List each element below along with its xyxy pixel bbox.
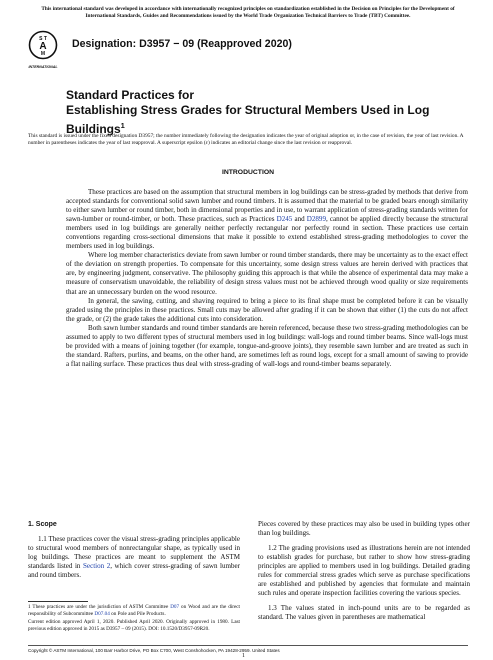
introduction-heading: INTRODUCTION: [221, 169, 275, 176]
intro-paragraph: Where log member characteristics deviate from sawn lumber or round timber standards, there may be uncertainty as to the exact effect of the deviation on strength properties. To compensate for this uncertainty, some design stress values are herein derived with practices that are, by engineering judgment, conservative. The philosophy guiding this approach is that while the absence of experimental data may make a measure of conservatism unavoidable, the reliability of design stress values must not be achieved through wood quality or size requirements that are an unnecessary burden on the wood resource.: [66, 251, 468, 296]
issuance-note: This standard is issued under the fixed designation D3957; the number immediately following the designation indicates the year of original adoption or, in the case of revision, the year of last revision. A number in parentheses indicates the year of last reapproval. A superscript epsilon (ε) indicates an editorial change since the last revision or reapproval.: [28, 133, 464, 146]
right-column: [258, 520, 470, 622]
scope-1-1-continued: Pieces covered by these practices may also be used in building types other than log buildings.: [258, 520, 470, 538]
astm-logo: [28, 30, 58, 74]
svg-text:S T: S T: [39, 36, 47, 42]
scope-1-3: 1.3 The values stated in inch-pound units are to be regarded as standard. The values given in parentheses are mathematical: [258, 604, 470, 622]
footnotes: [28, 604, 240, 634]
title-footnote-marker: 1: [120, 121, 125, 130]
svg-text:A: A: [39, 41, 47, 52]
footnote-1: 1 These practices are under the jurisdiction of ASTM Committee D07 on Wood and are the direct responsibility of Subcommittee D07.04 on Pole and Pile Products.: [28, 604, 240, 617]
footnote-edition: Current edition approved April 1, 2020. Published April 2020. Originally approved in 1980. Last previous edition approved in 2015 as D3957 – 09 (2015). DOI: 10.1520/D3957-09R20.: [28, 619, 240, 632]
title-line-2: Establishing Stress Grades for Structural Members Used in Log Buildings$^1$: [66, 103, 430, 136]
svg-text:INTERNATIONAL: INTERNATIONAL: [28, 65, 58, 69]
page-number: 1: [242, 653, 245, 659]
link-section-2[interactable]: Section 2: [83, 562, 111, 571]
wto-notice: This international standard was developed in accordance with internationally recognized principles on standardization established in the Decision on Principles for the Development of International Standards, Guides and Recommendations issued by the World Trade Organization Technical Barriers to Trade (TBT) Committee.: [41, 6, 455, 19]
intro-paragraph: These practices are based on the assumption that structural members in log buildings can be stress-graded by methods that derive from accepted standards for conventional solid sawn lumber and round timbers. It is assumed that the material to be graded bears enough similarity to either sawn lumber or round timber, both in dimensional properties and in use, to warrant application of stress-grading standards written for sawn-lumber or round-timber, or both. These practices, such as Practices D245 and D2899, cannot be applied directly because the structural members used in log buildings are generally neither perfectly rectangular nor perfectly round in section. These practices use certain conventions regarding cross-sectional dimensions that make it possible to extend established stress-grading methodologies to cover the members used in log buildings.: [66, 188, 468, 251]
title-line-1: Standard Practices for: [66, 88, 195, 102]
scope-1-2: 1.2 The grading provisions used as illustrations herein are not intended to establish grades for purchase, but rather to show how stress-grading principles are applied to members used in log buildings. Detailed grading rules for commercial stress grades which serve as purchase specifications are established and published by agencies that formulate and maintain such rules and operate inspection facilities covering the various species.: [258, 544, 470, 598]
footer-divider: [28, 645, 468, 646]
intro-paragraph: Both sawn lumber standards and round timber standards are herein referenced, because these two stress-grading methodologies can be assumed to apply to two different types of structural members used in log buildings: wall-logs and round timber beams. Since wall-logs must be provided with a means of joining together (for example, tongue-and-groove joints), they resemble sawn lumber and are treated as such in the standard. Rafters, purlins, and beams, on the other hand, are sometimes left as round logs, except for a small amount of sawing to provide a flat nailing surface. These practices thus deal with stress-grading of wall-logs and round-timber beams separately.: [66, 323, 468, 368]
introduction-body: [66, 188, 468, 369]
link-committee-d07[interactable]: D07: [170, 604, 180, 610]
link-subcommittee-d0704[interactable]: D07.04: [94, 610, 110, 617]
footnote-divider: [28, 601, 88, 602]
copyright-notice: Copyright © ASTM International, 100 Barr Harbor Drive, PO Box C700, West Conshohocken, PA 19428-2959. United States: [28, 648, 280, 653]
designation: Designation: D3957 − 09 (Reapproved 2020): [72, 38, 292, 50]
left-column: [28, 520, 240, 580]
scope-heading: 1. Scope: [28, 521, 57, 528]
intro-paragraph: In general, the sawing, cutting, and shaving required to bring a piece to its final shape must be completed before it can be visually graded using the principles in these practices. Small cuts may be allowed after grading if it can be shown that either (1) the cuts do not affect the grade, or (2) the grade takes the additional cuts into consideration.: [66, 296, 468, 323]
document-title: [66, 88, 466, 137]
link-d245[interactable]: D245: [276, 215, 293, 224]
svg-text:M: M: [40, 51, 46, 57]
scope-1-1: 1.1 These practices cover the visual stress-grading principles applicable to structural wood members of nonrectangular shape, as typically used in log buildings. These practices are meant to supplement the ASTM standards listed in Section 2, which cover stress-grading of sawn lumber and round timbers.: [28, 535, 241, 580]
link-d2899[interactable]: D2899: [306, 215, 326, 224]
